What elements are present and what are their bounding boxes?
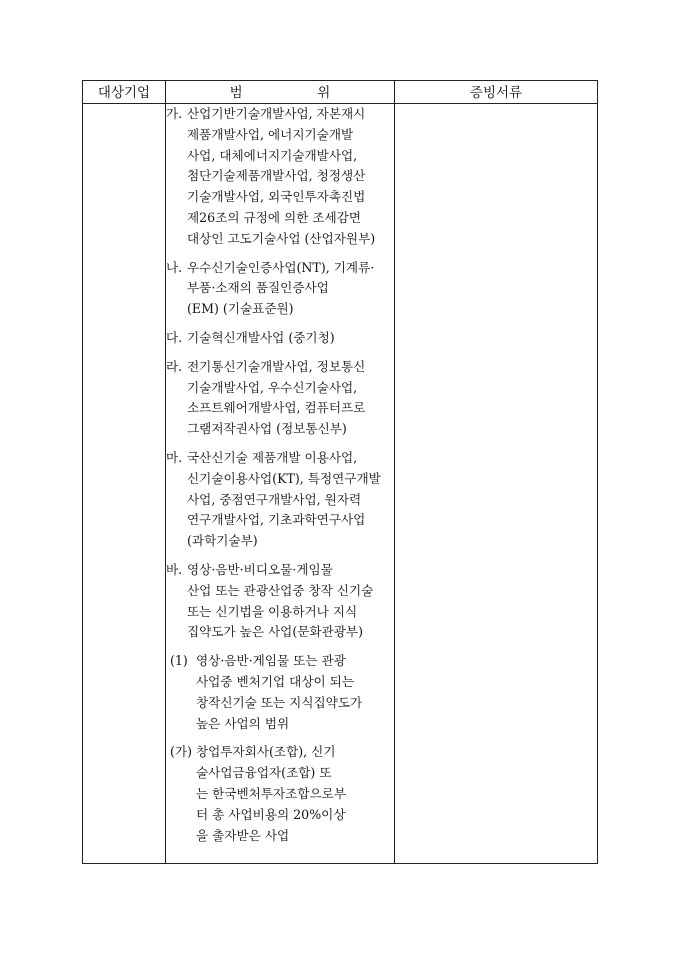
header-scope — [166, 81, 395, 104]
scope-item — [166, 104, 394, 250]
sub-item-marker: (가) — [170, 744, 192, 760]
scope-item-line: 사업, 대체에너지기술개발사업, — [187, 147, 358, 163]
scope-item-line: 신기술이용사업(KT), 특정연구개발 — [187, 470, 381, 486]
sub-item-text — [196, 744, 346, 842]
table-row — [83, 104, 598, 864]
scope-item — [166, 560, 394, 643]
scope-item-marker: 마. — [166, 449, 183, 465]
scope-item-line: 영상·음반·비디오물·게임물 — [187, 561, 333, 577]
scope-item-line: 제26조의 규정에 의한 조세감면 — [187, 209, 362, 225]
scope-item-marker: 다. — [166, 329, 183, 345]
sub-item-line: 창업투자회사(조합), 신기 — [196, 744, 336, 760]
scope-items — [166, 104, 394, 643]
scope-item-line: 대상인 고도기술사업 (산업자원부) — [187, 230, 376, 246]
sub-item-line: 높은 사업의 범위 — [196, 715, 290, 731]
target-company-cell — [83, 104, 166, 864]
sub-item-line: 터 총 사업비용의 20%이상 — [196, 806, 346, 822]
sub-item-1 — [166, 651, 394, 734]
scope-item-line: 첨단기술제품개발사업, 청정생산 — [187, 168, 366, 184]
sub-item-marker: (1) — [170, 653, 188, 669]
sub-item-line: 을 출자받은 사업 — [196, 827, 290, 843]
scope-item-line: 부품·소재의 품질인증사업 — [187, 280, 329, 296]
scope-item-line: (EM) (기술표준원) — [187, 301, 294, 317]
scope-item-line: 사업, 중점연구개발사업, 원자력 — [187, 491, 362, 507]
scope-item-line: 소프트웨어개발사업, 컴퓨터프로 — [187, 400, 366, 416]
scope-item-marker: 가. — [166, 106, 183, 121]
scope-item-line: 국산신기술 제품개발 이용사업, — [187, 449, 358, 465]
sub-item-line: 영상·음반·게임물 또는 관광 — [196, 653, 346, 669]
scope-item-line: 기술개발사업, 우수신기술사업, — [187, 379, 358, 395]
scope-item-marker: 나. — [166, 259, 183, 275]
scope-item-line: 우수신기술인증사업(NT), 기계류· — [187, 259, 375, 275]
scope-item-line: 기술혁신개발사업 (중기청) — [187, 329, 335, 345]
scope-item-line: 전기통신기술개발사업, 정보통신 — [187, 358, 366, 374]
scope-item-line: 연구개발사업, 기초과학연구사업 — [187, 512, 366, 528]
scope-item — [166, 448, 394, 552]
scope-item — [166, 258, 394, 320]
scope-item-line: 산업기반기술개발사업, 자본재시 — [187, 106, 366, 121]
header-evidence-documents: 증빙서류 — [395, 81, 598, 104]
header-scope-right: 위 — [317, 85, 331, 101]
scope-item-line: 그램저작권사업 (정보통신부) — [187, 421, 347, 437]
scope-item-line: 기술개발사업, 외국인투자촉진법 — [187, 189, 366, 205]
scope-item-line: 집약도가 높은 사업(문화관광부) — [187, 624, 363, 640]
scope-item-marker: 바. — [166, 561, 183, 577]
header-scope-left: 범 — [229, 85, 243, 101]
sub-item-line: 술사업금융업자(조합) 또 — [196, 765, 332, 781]
sub-item-ga — [166, 742, 394, 846]
scope-cell — [166, 104, 395, 864]
scope-item-line: 또는 신기법을 이용하거나 지식 — [187, 603, 358, 619]
scope-item-marker: 라. — [166, 358, 183, 374]
evidence-documents-cell — [395, 104, 598, 864]
scope-item — [166, 357, 394, 440]
sub-item-text — [196, 653, 362, 730]
table-header-row — [83, 81, 598, 104]
business-scope-table — [82, 80, 598, 864]
scope-item-line: 제품개발사업, 에너지기술개발 — [187, 126, 354, 142]
scope-item-line: (과학기술부) — [187, 533, 258, 549]
sub-item-line: 사업중 벤처기업 대상이 되는 — [196, 673, 354, 689]
scope-item — [166, 328, 394, 349]
sub-item-line: 는 한국벤처투자조합으로부 — [196, 785, 346, 801]
sub-item-line: 창작신기술 또는 지식집약도가 — [196, 694, 363, 710]
header-target-company: 대상기업 — [83, 81, 166, 104]
scope-item-line: 산업 또는 관광산업중 창작 신기술 — [187, 582, 374, 598]
